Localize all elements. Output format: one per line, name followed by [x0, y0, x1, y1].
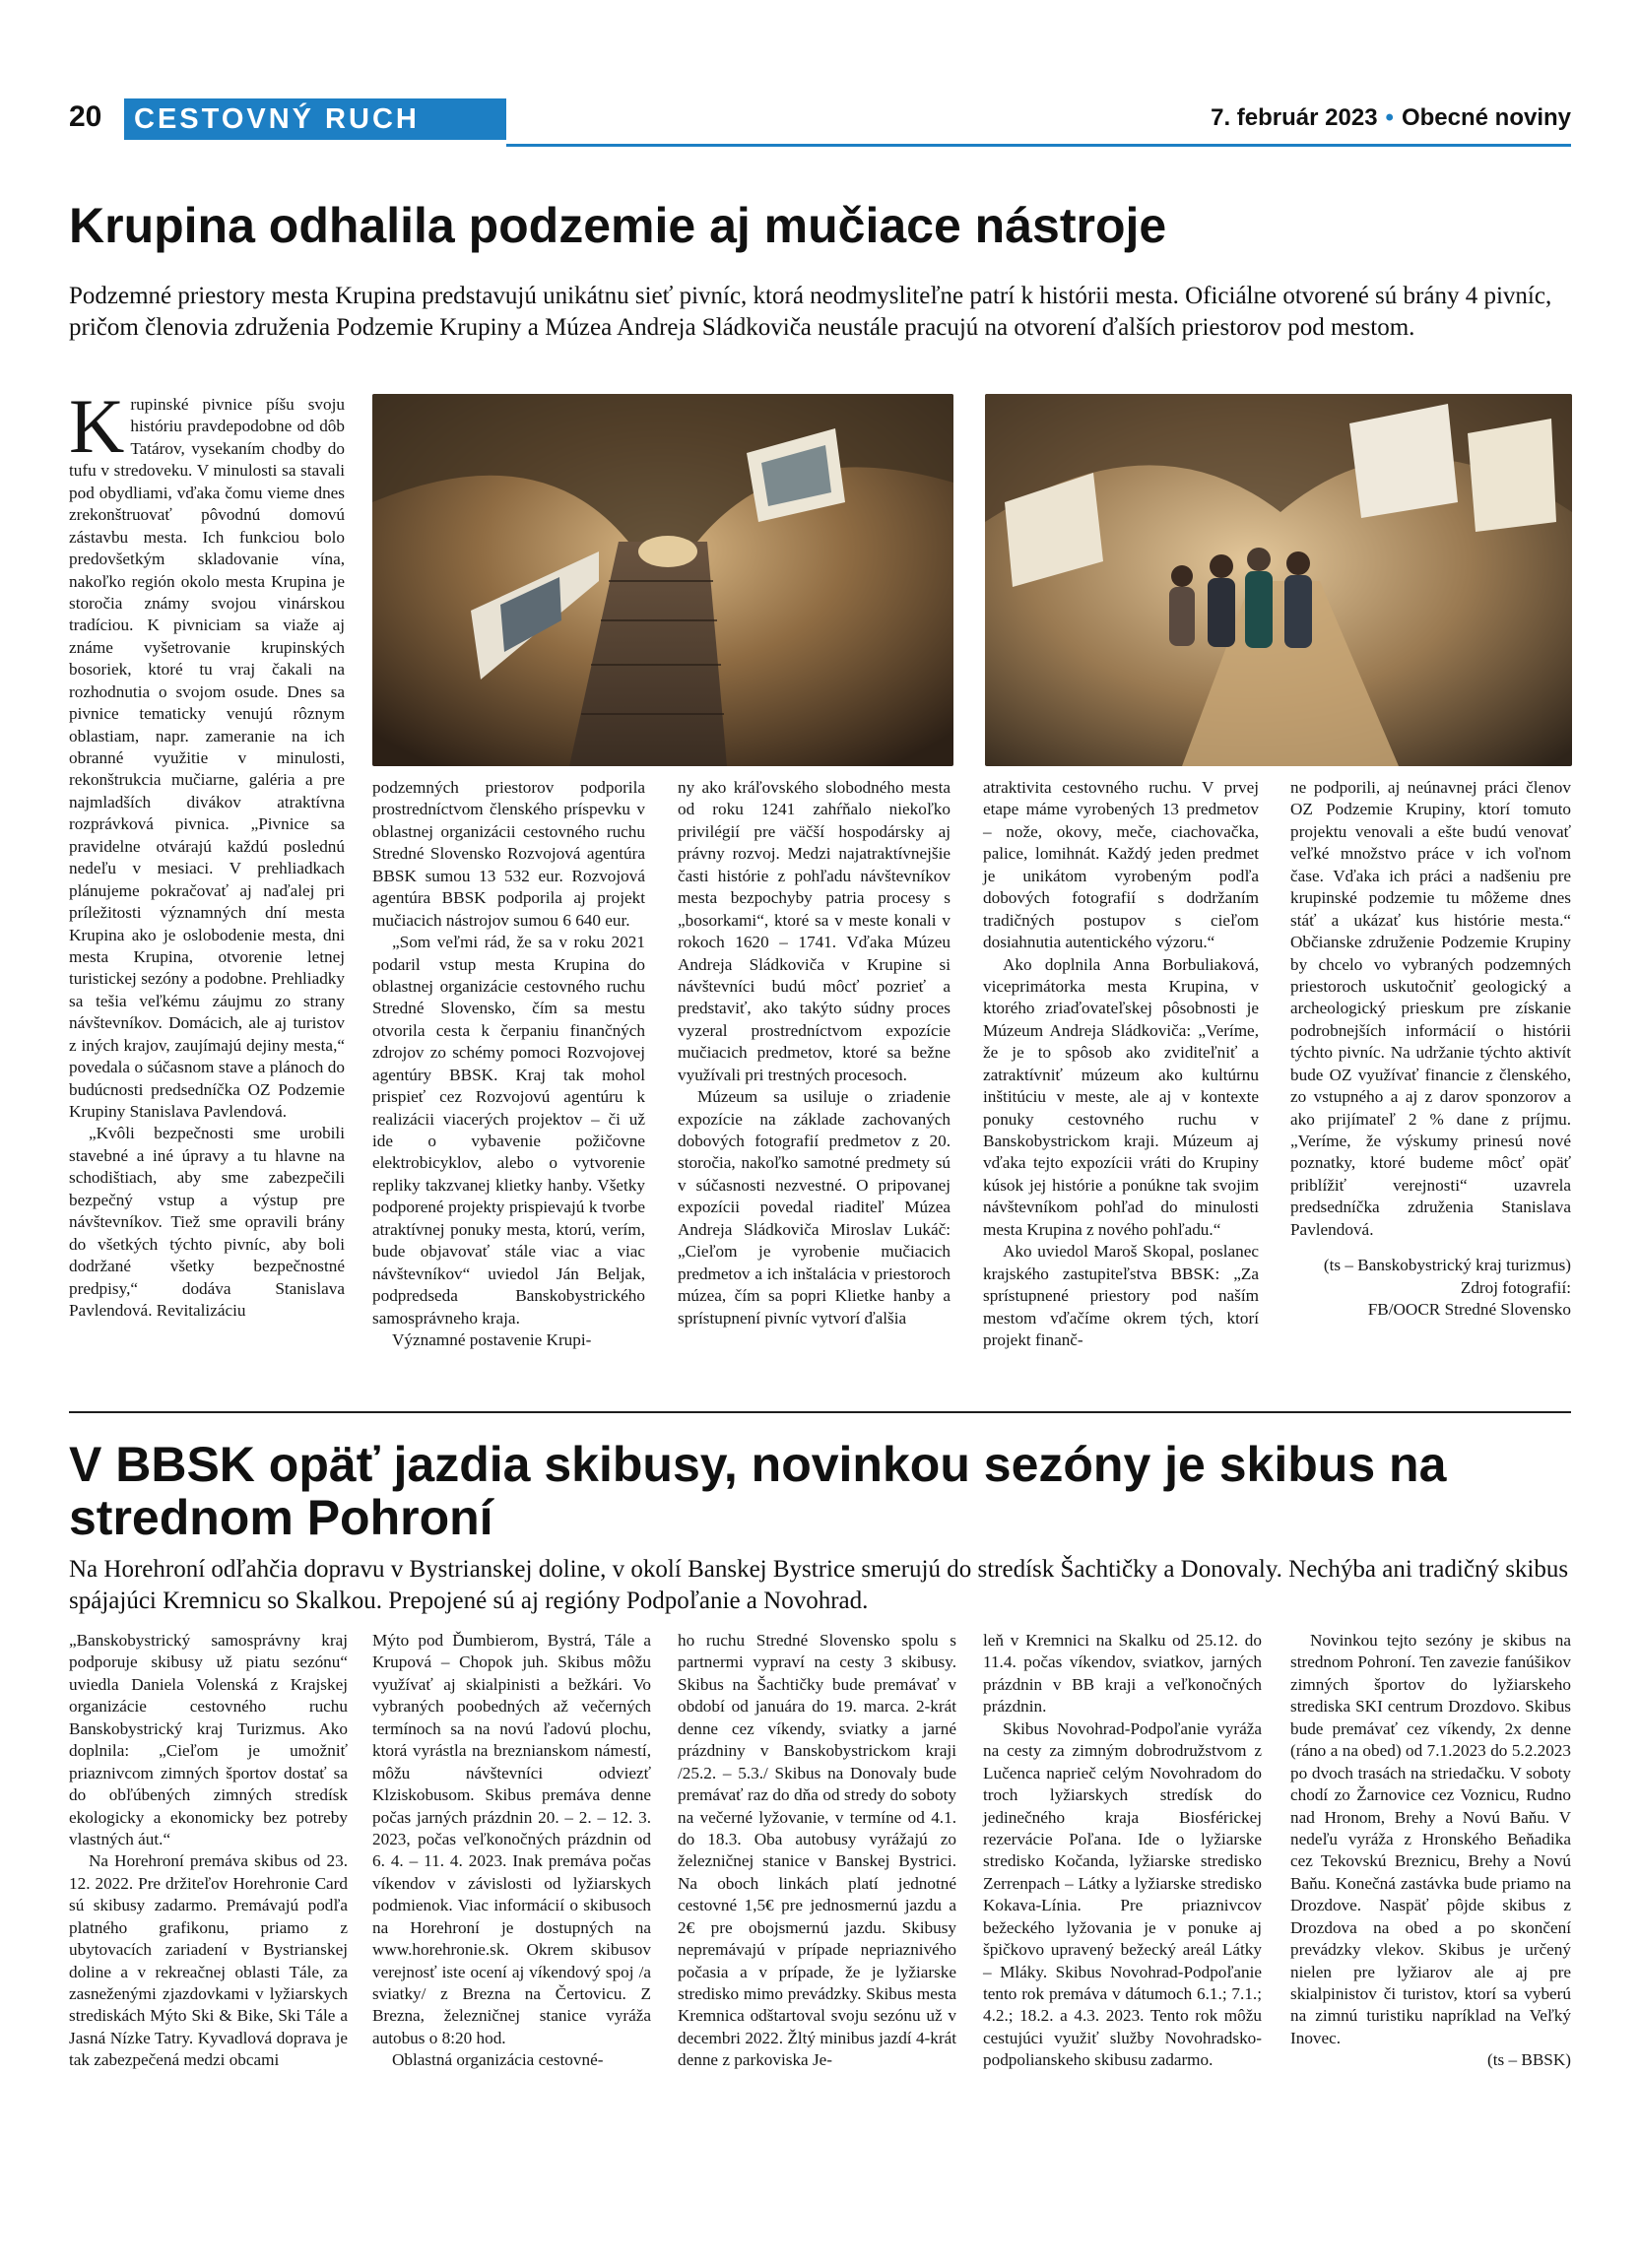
page-number: 20	[69, 100, 102, 133]
paragraph: „Banskobystrický samosprávny kraj podporuje skibusy už piatu sezónu“ uviedla Daniela Volenská z Krajskej organizácie cestovného ruchu Banskobystrický kraj Turizmus. Ako doplnila: „Cieľom je umožniť priaznivcom zimných športov dostať sa do obľúbených zimných stredísk ekologicky a ekonomicky bez potreby vlastných áut.“	[69, 1631, 348, 1848]
issue-info	[1211, 104, 1571, 132]
article-2-title: V BBSK opäť jazdia skibusy, novinkou sezóny je skibus na strednom Pohroní	[69, 1437, 1447, 1545]
signature-line: (ts – Banskobystrický kraj turizmus)	[1323, 1256, 1571, 1275]
cellar-visitors-image	[985, 394, 1572, 766]
paragraph: Ako uviedol Maroš Skopal, poslanec krajského zastupiteľstva BBSK: „Za sprístupnené priestory pod naším mestom vďačíme okrem tých, ktorí projekt finanč-	[983, 1242, 1259, 1349]
article-2-lead: Na Horehroní odľahčia dopravu v Bystrianskej doline, v okolí Banskej Bystrice smerujú do stredísk Šachtičky a Donovaly. Nechýba ani tradičný skibus spájajúci Kremnicu so Skalkou. Prepojené sú aj regióny Podpoľanie a Novohrad.	[69, 1556, 1569, 1614]
article-1-col-2	[372, 777, 645, 1351]
article-1-lead: Podzemné priestory mesta Krupina predstavujú unikátnu sieť pivníc, ktorá neodmysliteľne patrí k histórii mesta. Oficiálne otvorené sú brány 4 pivníc, pričom členovia združenia Podzemie Krupiny a Múzea Andreja Sládkoviča neustále pracujú na otvorení ďalších priestorov pod mestom.	[69, 283, 1552, 341]
article-divider	[69, 1411, 1571, 1413]
drop-cap: K	[69, 383, 125, 469]
paragraph: „Kvôli bezpečnosti sme urobili stavebné a iné úpravy a tu hlavne na schodištiach, aby sme zabezpečili bezpečný vstup a výstup pre návštevníkov. Tiež sme opravili brány do všetkých týchto pivníc, aby boli dodržané všetky bezpečnostné predpisy,“ dodáva Stanislava Pavlendová. Revitalizáciu	[69, 1124, 345, 1320]
separator-dot: •	[1385, 104, 1394, 131]
article-2-col-4	[983, 1630, 1262, 2072]
paragraph: Skibus Novohrad-Podpoľanie vyráža na cesty za zimným dobrodružstvom z Lučenca naprieč celým Novohradom do troch lyžiarskych stredísk do jedinečného kraja Biosférickej rezervácie Poľana. Ide o lyžiarske stredisko Kočanda, lyžiarske stredisko Zerrenpach – Látky a lyžiarske stredisko Kokava-Línia. Pre priaznivcov bežeckého lyžovania je v ponuke aj špičkovo upravený bežecký areál Látky – Mláky. Skibus Novohrad-Podpoľanie tento rok premáva v dátumoch 6.1.; 7.1.; 4.2.; 18.2. a 4.3. 2023. Tento rok môžu cestujúci využiť služby Novohradsko-podpolianskeho skibusu zadarmo.	[983, 1718, 1262, 2070]
paragraph: „Som veľmi rád, že sa v roku 2021 podaril vstup mesta Krupina do oblastnej organizácie cestovného ruchu Stredné Slovensko, čím sa mestu otvorila cesta k čerpaniu finančných zdrojov zo schémy pomoci Rozvojovej agentúry BBSK. Kraj tak mohol prispieť cez Rozvojovú agentúru k realizácii viacerých projektov – či už ide o vybavenie požičovne elektrobicyklov, alebo o vytvorenie repliky takzvanej klietky hanby. Všetky podporené projekty prispievajú k tvorbe atraktívnej ponuky mesta, ktorú, verím, bude objavovať stále viac a viac návštevníkov“ uviedol Ján Beljak, podpredseda Banskobystrického samosprávneho kraja.	[372, 933, 645, 1328]
paragraph: leň v Kremnici na Skalku od 25.12. do 11.4. počas víkendov, sviatkov, jarných prázdnin v BB kraji a veľkonočných prázdnin.	[983, 1631, 1262, 1717]
paragraph: Múzeum sa usiluje o zriadenie expozície na základe zachovaných dobových fotografií predmetov z 20. storočia, nakoľko samotné predmety sú v súčasnosti nezvestné. O pripovanej expozícii povedal riaditeľ Múzea Andreja Sládkoviča Miroslav Lukáč: „Cieľom je vyrobenie mučiacich predmetov a ich inštalácia v priestoroch múzea, čím sa popri Klietke hanby a sprístupnení pivníc vytvorí ďalšia	[678, 1087, 951, 1328]
signature-line: Zdroj fotografií:	[1460, 1277, 1571, 1297]
article-2-col-3	[678, 1630, 956, 2072]
paragraph: ne podporili, aj neúnavnej práci členov OZ Podzemie Krupiny, ktorí tomuto projektu venovali a ešte budú venovať veľké množstvo práce v ich voľnom čase. Vďaka ich práci a nadšeniu pre krupinské podzemie tu môžeme dnes stáť a ukázať kus histórie mesta.“ Občianske združenie Podzemie Krupiny by chcelo vo vybraných podzemných priestoroch uskutočniť geologický a archeologický prieskum pre získanie podrobnejších informácií o histórii týchto pivníc. Na udržanie týchto aktivít bude OZ využívať financie z členského, zo vstupného a aj z darov sponzorov a ako prijímateľ 2 % dane z príjmu. „Veríme, že výskumy prinesú nové poznatky, ktoré budeme môcť opäť priblížiť verejnosti“ uzavrela predsedníčka združenia Stanislava Pavlendová.	[1290, 778, 1571, 1239]
paragraph: podzemných priestorov podporila prostredníctvom členského príspevku v oblastnej organizácii cestovného ruchu Stredné Slovensko Rozvojová agentúra BBSK sumou 13 532 eur. Rozvojová agentúra BBSK podporila aj projekt mučiacich nástrojov sumou 6 640 eur.	[372, 778, 645, 930]
article-1-title: Krupina odhalila podzemie aj mučiace nástroje	[69, 198, 1167, 253]
paragraph: ny ako kráľovského slobodného mesta od roku 1241 zahŕňalo niekoľko privilégií pre väčší hospodársky aj právny rozvoj. Medzi najatraktívnejšie časti histórie z pohľadu návštevníkov mesta bezpochyby patria procesy s „bosorkami“, ktoré sa v meste konali v rokoch 1620 – 1741. Vďaka Múzeu Andreja Sládkoviča v Krupine si návštevníci budú môcť pozrieť a predstaviť, ako takýto súdny proces vyzeral prostredníctvom expozície mučiacich predmetov, ktoré sa bežne využívali pri trestných procesoch.	[678, 778, 951, 1084]
cellar-visitors-photo	[985, 394, 1572, 766]
header-rule	[506, 144, 1571, 147]
paragraph: Na Horehroní premáva skibus od 23. 12. 2022. Pre držiteľov Horehronie Card sú skibusy zadarmo. Premávajú podľa platného grafikonu, priamo z ubytovacích zariadení v Bystrianskej doline a v rekreačnej oblasti Tále, za zasneženými zjazdovkami v lyžiarskych strediskách Mýto Ski & Bike, Ski Tále a Jasná Nízke Tatry. Kyvadlová doprava je tak zabezpečená medzi obcami	[69, 1851, 348, 2070]
cellar-stairs-photo	[372, 394, 953, 766]
signature-line: FB/OOCR Stredné Slovensko	[1367, 1300, 1571, 1320]
paragraph: Krupinské pivnice píšu svoju históriu pravdepodobne od dôb Tatárov, vysekaním chodby do tufu v stredoveku. V minulosti sa stavali pod obydliami, vďaka čomu vieme dnes zrekonštruovať pôvodnú domovú zástavbu mesta. Ich funkciou bolo predovšetkým skladovanie vína, nakoľko región okolo mesta Krupina je storočia známy svojou vinárskou tradíciou. K pivniciam sa viaže aj známe vyšetrovanie krupinských bosoriek, ktoré tu vraj čakali na rozhodnutia o svojom osude. Dnes sa pivnice tematicky venujú rôznym oblastiam, napr. zameranie na ich obranné využitie v minulosti, rekonštrukcia mučiarne, galéria a pre najmladších divákov atraktívna rozprávková pivnica. „Pivnice sa pravidelne otvárajú každú poslednú nedeľu v mesiaci. V prehliadkach plánujeme pokračovať aj naďalej pri príležitosti významných dní mesta Krupina ako je oslobodenie mesta, dni mesta Krupina, otvorenie letnej turistickej sezóny a podobne. Prehliadky sa tešia veľkému záujmu zo strany návštevníkov. Domácich, ale aj turistov z iných krajov, zaujímajú dejiny mesta,“ povedala o súčasnom stave a plánoch do budúcnosti predsedníčka OZ Podzemie Krupiny Stanislava Pavlendová.	[69, 383, 345, 1121]
paragraph: Mýto pod Ďumbierom, Bystrá, Tále a Krupová – Chopok juh. Skibus môžu využívať aj skialpinisti a bežkári. Vo vybraných poobedných až večerných termínoch sa na novú ľadovú plochu, ktorá vyrástla na breznianskom námestí, môžu návštevníci odviezť Klziskobusom. Skibus premáva denne počas jarných prázdnin 20. – 2. – 12. 3. 2023, počas veľkonočných prázdnin od 6. 4. – 11. 4. 2023. Inak premáva počas víkendov v závislosti od lyžiarskych podmienok. Viac informácií o skibusoch na Horehroní je dostupných na www.horehronie.sk. Okrem skibusov verejnosť iste ocení aj víkendový spoj /a sviatky/ z Brezna na Čertovicu. Z Brezna, železničnej stanice vyráža autobus o 8:20 hod.	[372, 1631, 651, 2047]
paragraph: Novinkou tejto sezóny je skibus na strednom Pohroní. Ten zavezie fanúšikov zimných športov do lyžiarskeho strediska SKI centrum Drozdovo. Skibus bude premávať cez víkendy, 2x denne (ráno a na obed) od 7.1.2023 do 5.2.2023 po dvoch trasách na striedačku. V soboty chodí zo Žarnovice cez Voznicu, Rudno nad Hronom, Brehy a Novú Baňu. V nedeľu vyráža z Hronského Beňadika cez Tekovskú Breznicu, Brehy a Novú Baňu. Konečná zastávka bude priamo na Drozdove. Naspäť pôjde skibus z Drozdova na obed a po skončení prevádzky vlekov. Skibus je určený nielen pre lyžiarov ale aj pre skialpinistov či turistov, ktorí sa vyberú na zimnú turistiku napríklad na Veľký Inovec.	[1290, 1631, 1571, 2047]
paragraph: atraktivita cestovného ruchu. V prvej etape máme vyrobených 13 predmetov – nože, okovy, meče, ciachovačka, palice, lomihnát. Každý jeden predmet je unikátom vyrobeným podľa dobových fotografií s dodržaním tradičných postupov s cieľom dosiahnutia autentického výzoru.“	[983, 778, 1259, 952]
paragraph: ho ruchu Stredné Slovensko spolu s partnermi vypraví na cesty 3 skibusy. Skibus na Šachtičky bude premávať v období od januára do 19. marca. 2-krát denne cez víkendy, sviatky a jarné prázdniny v Banskobystrickom kraji /25.2. – 5.3./ Skibus na Donovaly bude premávať raz do dňa od stredy do soboty na večerné lyžovanie, v termíne od 4.1. do 18.3. Oba autobusy vyrážajú zo železničnej stanice v Banskej Bystrici. Na oboch linkách platí jednotné cestovné 1,5€ pre jednosmernú jazdu a 2€ pre obojsmernú jazdu. Skibusy nepremávajú v prípade nepriaznivého počasia a v prípade, že je lyžiarske stredisko mimo prevádzky. Skibus mesta Kremnica odštartoval svoju sezónu už v decembri 2022. Žltý minibus jazdí 4-krát denne z parkoviska Je-	[678, 1631, 956, 2070]
article-1-col-1	[69, 383, 345, 1322]
signature-line: (ts – BBSK)	[1487, 2050, 1571, 2070]
article-2-col-5	[1290, 1630, 1571, 2072]
paragraph: Ako doplnila Anna Borbuliaková, viceprimátorka mesta Krupina, v ktorého zriaďovateľskej pôsobnosti je Múzeum Andreja Sládkoviča: „Veríme, že je to spôsob ako zviditeľniť a zatraktívniť múzeum ako kultúrnu inštitúciu v meste, ale aj v kontexte ponuky cestovného ruchu v Banskobystrickom kraji. Múzeum aj vďaka tejto expozícii vráti do Krupiny kúsok jej histórie a ponúkne tak svojim návštevníkom pohľad do minulosti mesta Krupina z nového pohľadu.“	[983, 954, 1259, 1239]
paragraph: Oblastná organizácia cestovné-	[392, 2050, 604, 2070]
article-2-col-1	[69, 1630, 348, 2072]
article-1-col-5	[1290, 777, 1571, 1322]
paragraph: Významné postavenie Krupi-	[392, 1329, 592, 1349]
article-1-col-3	[678, 777, 951, 1329]
section-label: CESTOVNÝ RUCH	[124, 98, 506, 140]
newspaper-name: Obecné noviny	[1401, 104, 1571, 131]
issue-date: 7. február 2023	[1211, 104, 1378, 131]
cellar-stairs-image	[372, 394, 953, 766]
page-header	[69, 98, 1571, 142]
article-1-col-4	[983, 777, 1259, 1351]
article-2-col-2	[372, 1630, 651, 2072]
